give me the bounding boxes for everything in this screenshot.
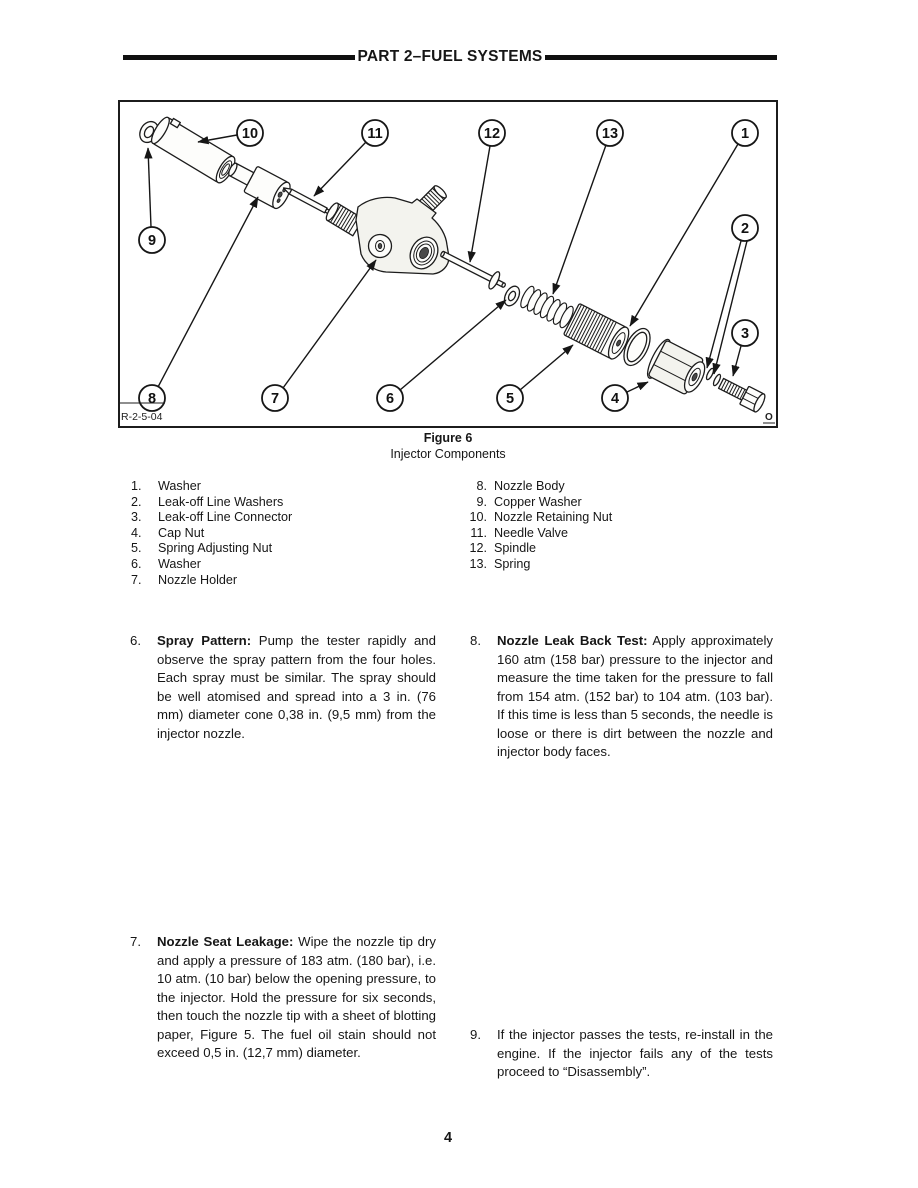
- item-body: Pump the tester rapidly and observe the spray pattern from the four holes. Each spray must be similar. The spray should be well atomised and spread into a 3 in. (76 mm) diameter cone 0,38 in. (9,5 mm) from the injector nozzle.: [157, 633, 436, 741]
- callout-arrow-11: [314, 142, 366, 196]
- figure-caption: [118, 431, 778, 461]
- callout-arrow-8: [158, 197, 258, 387]
- part-leak-off-connector: [717, 374, 767, 413]
- svg-text:7: 7: [270, 391, 280, 407]
- parts-list-item: [131, 541, 292, 557]
- parts-list-item: [462, 479, 612, 495]
- parts-list-item: [462, 557, 612, 573]
- parts-list-item: [131, 510, 292, 526]
- callout-arrow-2: [707, 241, 741, 368]
- item-lead: Spray Pattern:: [157, 633, 252, 648]
- parts-list-item: [131, 479, 292, 495]
- part-label: Spring Adjusting Nut: [158, 541, 273, 556]
- parts-list-item: [462, 526, 612, 542]
- parts-list-item: [462, 510, 612, 526]
- callout-2: [732, 215, 758, 241]
- svg-text:4: 4: [610, 391, 620, 407]
- instruction-item-9: [470, 1026, 773, 1082]
- part-leak-off-washers: [705, 367, 722, 386]
- part-number: 5.: [131, 541, 142, 556]
- callout-6: [377, 385, 403, 411]
- part-label: Spindle: [494, 541, 537, 556]
- part-number: 1.: [131, 479, 142, 493]
- callout-11: [362, 120, 388, 146]
- header-rule-right: [545, 55, 777, 60]
- callout-arrow-9: [148, 148, 151, 227]
- parts-list-left: [131, 479, 292, 588]
- svg-text:13: 13: [601, 126, 619, 142]
- svg-text:1: 1: [740, 126, 750, 142]
- item-number: 7.: [130, 934, 141, 949]
- svg-text:9: 9: [147, 233, 157, 249]
- figure-injector-components: [118, 100, 778, 428]
- part-number: 6.: [131, 556, 142, 571]
- page-number: 4: [443, 1130, 453, 1146]
- callout-arrow-1: [630, 144, 738, 326]
- part-label: Copper Washer: [494, 494, 582, 509]
- item-body: Apply approximately 160 atm (158 bar) pressure to the injector and measure the time taken for the pressure to fall from 154 atm. (152 bar) to 104 atm. (103 bar). If this time is less than 5 seconds, the needle is loose or there is dirt between the nozzle and injector body faces.: [497, 633, 773, 759]
- part-number: 2.: [131, 494, 142, 509]
- parts-list-item: [462, 541, 612, 557]
- part-label: Nozzle Body: [494, 479, 565, 493]
- callout-arrow-12: [470, 146, 490, 262]
- part-nozzle-body: [224, 155, 294, 211]
- figure-caption-subtitle: Injector Components: [390, 447, 506, 461]
- part-number: 11.: [470, 525, 487, 540]
- callout-13: [597, 120, 623, 146]
- callout-arrow-2: [714, 241, 750, 374]
- item-number: 6.: [130, 633, 141, 648]
- figure-ref-code: R-2-5-04: [121, 411, 163, 423]
- callout-1: [732, 120, 758, 146]
- svg-text:6: 6: [385, 391, 395, 407]
- item-text: [157, 632, 436, 743]
- callout-arrow-7: [283, 260, 376, 388]
- parts-list-item: [131, 557, 292, 573]
- part-number: 3.: [131, 510, 142, 525]
- svg-text:5: 5: [505, 391, 515, 407]
- parts-list-item: [131, 526, 292, 542]
- header-rule-left: [123, 55, 355, 60]
- svg-text:10: 10: [241, 126, 259, 142]
- callout-7: [262, 385, 288, 411]
- instruction-item-7: [130, 933, 436, 1063]
- svg-text:12: 12: [483, 126, 501, 142]
- svg-text:11: 11: [367, 126, 383, 142]
- part-nozzle-retaining-nut: [148, 113, 239, 185]
- callout-4: [602, 385, 628, 411]
- part-spring: [518, 285, 576, 330]
- parts-list-right: [462, 479, 612, 573]
- part-nozzle-holder: [324, 184, 449, 274]
- part-label: Spring: [494, 556, 531, 571]
- item-number: 9.: [470, 1027, 481, 1042]
- part-label: Needle Valve: [494, 525, 568, 540]
- part-number: 8.: [476, 479, 487, 493]
- instruction-item-6: [130, 632, 436, 743]
- injector-exploded-diagram: [118, 100, 778, 428]
- part-label: Leak-off Line Connector: [158, 510, 293, 525]
- part-label: Nozzle Holder: [158, 572, 238, 587]
- callout-arrow-6: [400, 300, 506, 390]
- part-number: 7.: [131, 572, 142, 587]
- item-lead: Nozzle Seat Leakage:: [157, 934, 294, 949]
- figure-corner-mark: O: [765, 412, 773, 423]
- callout-arrow-3: [733, 346, 741, 376]
- part-number: 13.: [469, 556, 487, 571]
- item-text: [157, 933, 436, 1063]
- part-spring-adjusting-nut: [563, 303, 632, 361]
- part-needle-valve: [282, 186, 334, 217]
- callout-9: [139, 227, 165, 253]
- parts-list-item: [462, 495, 612, 511]
- part-label: Washer: [158, 479, 201, 493]
- callout-arrow-5: [520, 345, 573, 390]
- part-label: Washer: [158, 556, 201, 571]
- item-text: [497, 632, 773, 762]
- part-label: Cap Nut: [158, 525, 205, 540]
- item-body: Wipe the nozzle tip dry and apply a pressure of 183 atm. (180 bar), i.e. 10 atm. (10 bar) below the opening pressure, to the injector. Hold the pressure for six seconds, then touch the nozzle tip with a sheet of blotting paper, Figure 5. The fuel oil stain should not exceed 0,5 in. (12,7 mm) diameter.: [157, 934, 436, 1060]
- svg-text:2: 2: [740, 221, 750, 237]
- parts-list-item: [131, 573, 292, 589]
- callout-5: [497, 385, 523, 411]
- callout-8: [139, 385, 165, 411]
- item-body: If the injector passes the tests, re-install in the engine. If the injector fails any of the tests proceed to “Disassembly”.: [497, 1027, 773, 1079]
- callout-12: [479, 120, 505, 146]
- item-lead: Nozzle Leak Back Test:: [497, 633, 648, 648]
- part-number: 4.: [131, 525, 142, 540]
- item-text: [497, 1026, 773, 1082]
- item-number: 8.: [470, 633, 481, 648]
- page-title: PART 2–FUEL SYSTEMS: [357, 48, 543, 65]
- parts-list-item: [131, 495, 292, 511]
- part-cap-nut: [643, 337, 711, 400]
- instruction-item-8: [470, 632, 773, 762]
- part-number: 10.: [469, 510, 487, 525]
- callout-arrow-13: [553, 145, 606, 294]
- figure-caption-title: Figure 6: [423, 431, 473, 445]
- part-number: 9.: [476, 494, 487, 509]
- part-label: Leak-off Line Washers: [158, 494, 284, 509]
- svg-text:8: 8: [147, 391, 157, 407]
- callout-3: [732, 320, 758, 346]
- page-header: [123, 48, 777, 66]
- svg-text:3: 3: [740, 326, 750, 342]
- callout-10: [237, 120, 263, 146]
- part-label: Nozzle Retaining Nut: [494, 510, 613, 525]
- callout-arrow-4: [627, 382, 648, 392]
- part-number: 12.: [469, 541, 487, 556]
